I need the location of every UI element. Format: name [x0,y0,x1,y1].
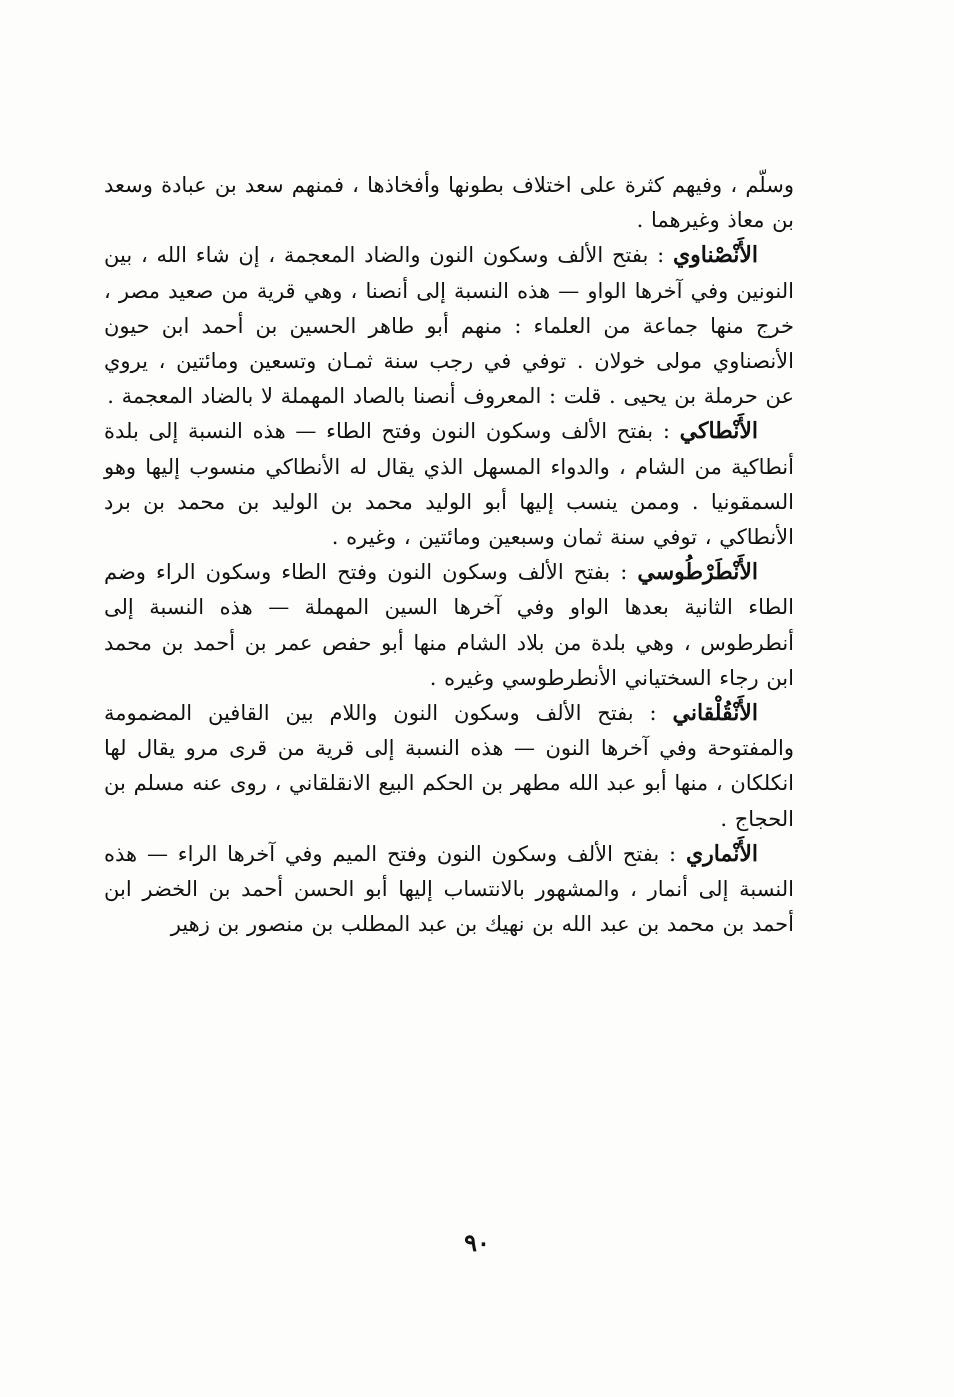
entry-headword: الأَنْقُلْقاني [672,700,758,727]
entry-anmari [104,837,794,943]
intro-text: وسلّم ، وفيهم كثرة على اختلاف بطونها وأفخاذها ، فمنهم سعد بن عبادة وسعد بن معاذ وغيرهما . [104,173,794,233]
page-number: ٩٠ [464,1228,490,1257]
entry-antartusi [104,555,794,696]
entry-body: بفتح الألف وسكون النون وفتح الطاء وسكون الراء وضم الطاء الثانية بعدها الواو وفي آخرها السين المهملة — هذه النسبة إلى أنطرطوس ، وهي بلدة من بلاد الشام منها أبو حفص عمر بن أحمد بن محمد ابن رجاء السختياني الأنطرطوسي وغيره . [104,560,794,690]
entry-separator: : [610,560,638,585]
entry-separator: : [659,841,686,866]
intro-paragraph [104,168,794,238]
entry-headword: الأَنْماري [685,840,759,867]
entry-headword: الأَنْصْناوي [672,242,758,269]
entry-body: بفتح الألف وسكون النون وفتح الميم وفي آخرها الراء — هذه النسبة إلى أنمار ، والمشهور بالانتساب إليها أبو الحسن أحمد بن الخضر ابن أحمد بن محمد بن عبد الله بن نهيك بن عبد المطلب بن منصور بن زهير [104,841,794,937]
entry-body: بفتح الألف وسكون النون وفتح الطاء — هذه النسبة إلى بلدة أنطاكية من الشام ، والدواء المسهل الذي يقال له الأنطاكي منسوب إليها وهو السمقونيا . وممن ينسب إليها أبو الوليد محمد بن الوليد بن محمد بن برد الأنطاكي ، توفي سنة ثمان وسبعين ومائتين ، وغيره . [104,419,794,550]
entry-separator: : [633,701,673,726]
entry-ansnawi [104,238,794,414]
entry-separator: : [653,419,680,444]
entry-headword: الأَنْطاكي [679,418,758,445]
page-text [104,168,794,942]
entry-headword: الأَنْطَرْطُوسي [637,559,758,586]
entry-body: بفتح الألف وسكون النون والضاد المعجمة ، إن شاء الله ، بين النونين وفي آخرها الواو — هذه النسبة إلى أنصنا ، وهي قرية من صعيد مصر ، خرج منها جماعة من العلماء : منهم أبو طاهر الحسين بن أحمد ابن حيون الأنصناوي مولى خولان . توفي في رجب سنة ثمـان وتسعين ومائتين ، يروي عن حرملة بن يحيى . قلت : المعروف أنصنا بالصاد المهملة لا بالضاد المعجمة . [104,243,794,409]
entry-separator: : [648,243,673,268]
entry-body: بفتح الألف وسكون النون واللام بين القافين المضمومة والمفتوحة وفي آخرها النون — هذه النسبة إلى قرية من قرى مرو يقال لها انكلكان ، منها أبو عبد الله مطهر بن الحكم البيع الانقلقاني ، روى عنه مسلم بن الحجاج . [104,701,794,831]
entry-anqulqani [104,696,794,837]
entry-antaki [104,414,794,555]
